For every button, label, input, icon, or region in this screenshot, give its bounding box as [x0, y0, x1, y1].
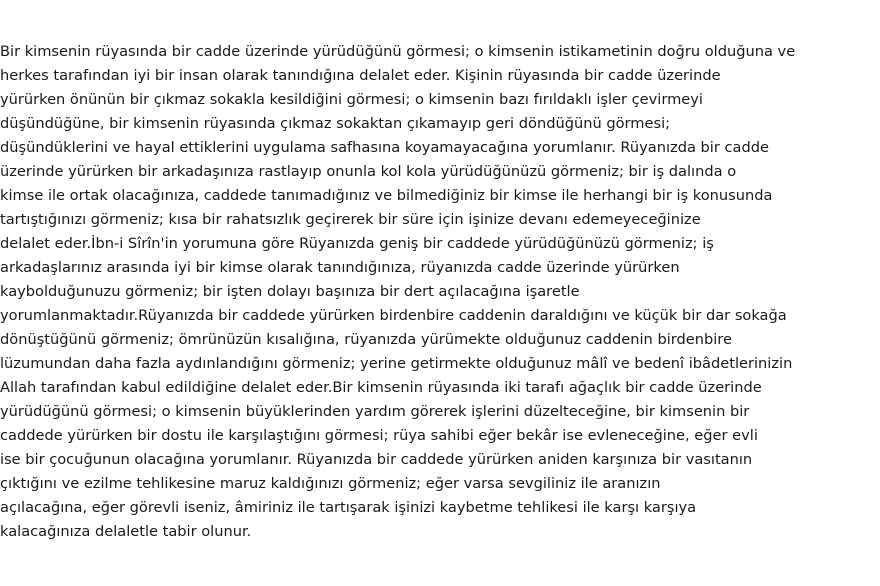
article-line: Bir kimsenin rüyasında bir cadde üzerinde yürüdüğünü görmesi; o kimsenin istikametinin doğru olduğuna ve [0, 43, 796, 60]
article-line: açılacağına, eğer görevli iseniz, âmiriniz ile tartışarak işinizi kaybetme tehlikesi ile karşı karşıya [0, 499, 697, 516]
article-line: yürüdüğünü görmesi; o kimsenin büyüklerinden yardım görerek işlerini düzelteceğine, bir kimsenin bir [0, 403, 750, 420]
article-line: üzerinde yürürken bir arkadaşınıza rastlayıp onunla kol kola yürüdüğünüzü görmeniz; bir iş dalında o [0, 163, 737, 180]
article-body [0, 40, 876, 544]
article-line: düşündüğüne, bir kimsenin rüyasında çıkmaz sokaktan çıkamayıp geri döndüğünü görmesi; [0, 115, 671, 132]
article-line: tartıştığınızı görmeniz; kısa bir rahatsızlık geçirerek bir süre için işinize devanı edemeyeceğinize [0, 211, 701, 228]
article-line: arkadaşlarınız arasında iyi bir kimse olarak tanındığınıza, rüyanızda cadde üzerinde yürürken [0, 259, 680, 276]
article-line: düşündüklerini ve hayal ettiklerini uygulama safhasına koyamayacağına yorumlanır. Rüyanızda bir cadde [0, 139, 769, 156]
article-line: çıktığını ve ezilme tehlikesine maruz kaldığınızı görmeniz; eğer varsa sevgiliniz ile aranızın [0, 475, 661, 492]
article-line: kalacağınıza delaletle tabir olunur. [0, 523, 252, 540]
article-line: Allah tarafından kabul edildiğine delalet eder.Bir kimsenin rüyasında iki tarafı ağaçlık bir cadde üzerinde [0, 379, 762, 396]
article-line: ise bir çocuğunun olacağına yorumlanır. Rüyanızda bir caddede yürürken aniden karşınıza bir vasıtanın [0, 451, 753, 468]
article-line: yorumlanmaktadır.Rüyanızda bir caddede yürürken birdenbire caddenin daraldığını ve küçük bir dar sokağa [0, 307, 787, 324]
article-line: yürürken önünün bir çıkmaz sokakla kesildiğini görmesi; o kimsenin bazı fırıldaklı işler çevirmeyi [0, 91, 703, 108]
article-line: caddede yürürken bir dostu ile karşılaştığını görmesi; rüya sahibi eğer bekâr ise evleneceğine, eğer evli [0, 427, 758, 444]
article-line: kaybolduğunuzu görmeniz; bir işten dolayı başınıza bir dert açılacağına işaretle [0, 283, 580, 300]
article-line: delalet eder.İbn-i Sîrîn'in yorumuna göre Rüyanızda geniş bir caddede yürüdüğünüzü görmeniz; iş [0, 235, 714, 252]
article-line: kimse ile ortak olacağınıza, caddede tanımadığınız ve bilmediğiniz bir kimse ile herhangi bir iş konusunda [0, 187, 773, 204]
article-line: herkes tarafından iyi bir insan olarak tanındığına delalet eder. Kişinin rüyasında bir cadde üzerinde [0, 67, 721, 84]
article-line: lüzumundan daha fazla aydınlandığını görmeniz; yerine getirmekte olduğunuz mâlî ve bedenî ibâdetlerinizin [0, 355, 793, 372]
article-line: dönüştüğünü görmeniz; ömrünüzün kısalığına, rüyanızda yürümekte olduğunuz caddenin birdenbire [0, 331, 732, 348]
